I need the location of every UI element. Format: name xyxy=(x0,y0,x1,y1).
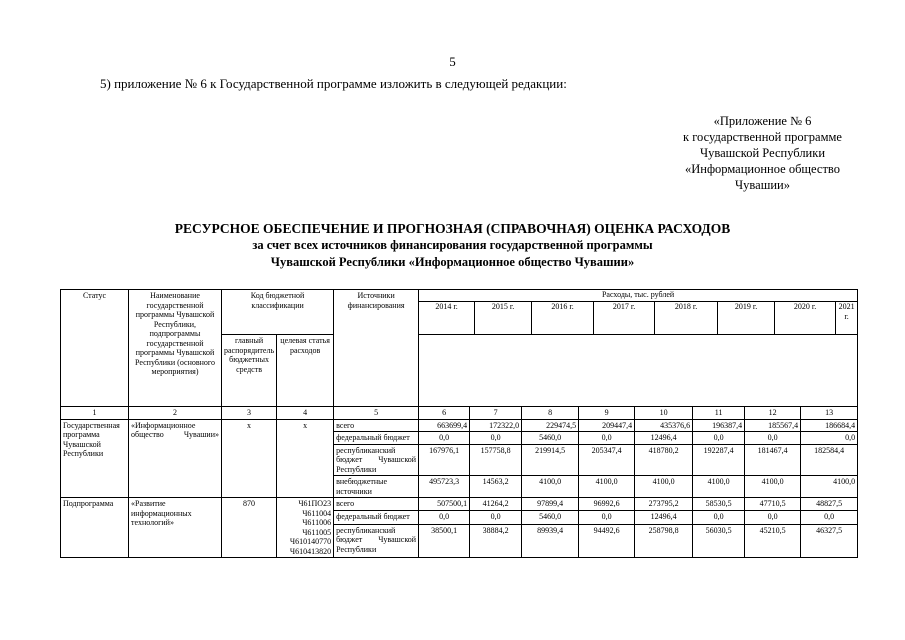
header-year: 2021 г. xyxy=(838,302,855,321)
row-source: республиканский бюджет Чувашской Республики xyxy=(334,444,419,476)
value-cell: 12496,4 xyxy=(635,511,693,524)
value-cell: 45210,5 xyxy=(745,524,801,557)
value-cell: 157758,8 xyxy=(470,444,522,476)
value-cell: 0,0 xyxy=(419,511,470,524)
value-cell: 56030,5 xyxy=(693,524,745,557)
value-cell: 58530,5 xyxy=(693,498,745,511)
value-cell: 94492,6 xyxy=(579,524,635,557)
row-manager: 870 xyxy=(222,498,277,558)
value-cell: 46327,5 xyxy=(801,524,858,557)
appendix-line: Чувашии» xyxy=(735,178,790,192)
header-expenses xyxy=(419,290,858,335)
col-number: 8 xyxy=(522,407,579,420)
value-cell: 96992,6 xyxy=(579,498,635,511)
row-manager: x xyxy=(222,419,277,498)
value-cell: 192287,4 xyxy=(693,444,745,476)
row-source: федеральный бюджет xyxy=(334,432,419,445)
value-cell: 182584,4 xyxy=(801,444,858,476)
value-cell: 48827,5 xyxy=(801,498,858,511)
row-source: всего xyxy=(334,419,419,432)
row-source: федеральный бюджет xyxy=(334,511,419,524)
value-cell: 38500,1 xyxy=(419,524,470,557)
row-article: x xyxy=(277,419,334,498)
col-number: 2 xyxy=(129,407,222,420)
header-years-body xyxy=(419,335,858,407)
value-cell: 185567,4 xyxy=(745,419,801,432)
value-cell: 89939,4 xyxy=(522,524,579,557)
value-cell: 196387,4 xyxy=(693,419,745,432)
col-number: 7 xyxy=(470,407,522,420)
value-cell: 205347,4 xyxy=(579,444,635,476)
header-budget-code: Код бюджетной классификации xyxy=(222,290,334,335)
value-cell: 186684,4 xyxy=(801,419,858,432)
value-cell: 229474,5 xyxy=(522,419,579,432)
appendix-line: «Приложение № 6 xyxy=(713,114,812,128)
header-year: 2017 г. xyxy=(594,302,655,334)
row-status: Подпрограмма xyxy=(61,498,129,558)
col-number: 6 xyxy=(419,407,470,420)
value-cell: 663699,4 xyxy=(419,419,470,432)
value-cell: 0,0 xyxy=(801,511,858,524)
col-number: 13 xyxy=(801,407,858,420)
value-cell: 209447,4 xyxy=(579,419,635,432)
col-number: 9 xyxy=(579,407,635,420)
value-cell: 4100,0 xyxy=(693,476,745,498)
header-name: Наименование государственной программы Чувашской Республики, подпрограммы государственной программы Чувашской Республики (основного мероприятия) xyxy=(129,290,222,407)
appendix-line: Чувашской Республики xyxy=(699,146,826,160)
col-number: 10 xyxy=(635,407,693,420)
value-cell: 38884,2 xyxy=(470,524,522,557)
col-number: 4 xyxy=(277,407,334,420)
header-year: 2015 г. xyxy=(475,302,532,334)
header-year: 2014 г. xyxy=(419,302,475,334)
document-title xyxy=(60,220,845,271)
value-cell: 14563,2 xyxy=(470,476,522,498)
row-article: Ч61ПО23 Ч611004 Ч611006 Ч611005 Ч610140770 Ч610413820 xyxy=(277,498,334,558)
value-cell: 273795,2 xyxy=(635,498,693,511)
header-year: 2019 г. xyxy=(718,302,775,334)
appendix-line: к государственной программе xyxy=(683,130,842,144)
title-line-2: за счет всех источников финансирования государственной программы xyxy=(252,238,653,252)
title-line-3: Чувашской Республики «Информационное общество Чувашии» xyxy=(270,255,635,269)
value-cell: 0,0 xyxy=(470,432,522,445)
row-source: всего xyxy=(334,498,419,511)
header-sources: Источники финансирования xyxy=(334,290,419,407)
header-expenses-label: Расходы, тыс. рублей xyxy=(419,290,857,302)
row-name: «Информационное общество Чувашии» xyxy=(129,419,222,498)
title-line-1: РЕСУРСНОЕ ОБЕСПЕЧЕНИЕ И ПРОГНОЗНАЯ (СПРАВОЧНАЯ) ОЦЕНКА РАСХОДОВ xyxy=(174,221,731,236)
col-number: 5 xyxy=(334,407,419,420)
value-cell: 0,0 xyxy=(579,432,635,445)
value-cell: 0,0 xyxy=(693,432,745,445)
resource-table xyxy=(60,289,858,558)
value-cell: 0,0 xyxy=(745,432,801,445)
col-number: 1 xyxy=(61,407,129,420)
value-cell: 435376,6 xyxy=(635,419,693,432)
value-cell: 507500,1 xyxy=(419,498,470,511)
value-cell: 0,0 xyxy=(693,511,745,524)
table-row xyxy=(61,419,858,432)
header-year: 2018 г. xyxy=(655,302,718,334)
row-name: «Развитие информационных технологий» xyxy=(129,498,222,558)
header-main-manager: главный распорядитель бюджетных средств xyxy=(222,335,277,407)
value-cell: 219914,5 xyxy=(522,444,579,476)
value-cell: 0,0 xyxy=(801,432,858,445)
value-cell: 167976,1 xyxy=(419,444,470,476)
page-number: 5 xyxy=(449,54,456,69)
value-cell: 172322,0 xyxy=(470,419,522,432)
value-cell: 0,0 xyxy=(579,511,635,524)
col-number: 12 xyxy=(745,407,801,420)
value-cell: 418780,2 xyxy=(635,444,693,476)
table-row xyxy=(61,498,858,511)
value-cell: 5460,0 xyxy=(522,511,579,524)
value-cell: 4100,0 xyxy=(579,476,635,498)
intro-text: 5) приложение № 6 к Государственной программе изложить в следующей редакции: xyxy=(100,76,567,91)
value-cell: 97899,4 xyxy=(522,498,579,511)
value-cell: 4100,0 xyxy=(745,476,801,498)
row-status: Государственная программа Чувашской Республики xyxy=(61,419,129,498)
row-source: республиканский бюджет Чувашской Республики xyxy=(334,524,419,557)
header-target-article: целевая статья расходов xyxy=(277,335,334,407)
appendix-header xyxy=(655,113,870,193)
value-cell: 12496,4 xyxy=(635,432,693,445)
value-cell: 0,0 xyxy=(470,511,522,524)
col-number: 11 xyxy=(693,407,745,420)
value-cell: 258798,8 xyxy=(635,524,693,557)
value-cell: 4100,0 xyxy=(801,476,858,498)
header-status: Статус xyxy=(61,290,129,407)
value-cell: 41264,2 xyxy=(470,498,522,511)
col-number: 3 xyxy=(222,407,277,420)
value-cell: 181467,4 xyxy=(745,444,801,476)
header-year: 2016 г. xyxy=(532,302,594,334)
value-cell: 4100,0 xyxy=(635,476,693,498)
value-cell: 5460,0 xyxy=(522,432,579,445)
value-cell: 0,0 xyxy=(745,511,801,524)
value-cell: 0,0 xyxy=(419,432,470,445)
appendix-line: «Информационное общество xyxy=(684,162,840,176)
value-cell: 495723,3 xyxy=(419,476,470,498)
row-source: внебюджетные источники xyxy=(334,476,419,498)
header-year: 2020 г. xyxy=(775,302,836,334)
value-cell: 4100,0 xyxy=(522,476,579,498)
value-cell: 47710,5 xyxy=(745,498,801,511)
